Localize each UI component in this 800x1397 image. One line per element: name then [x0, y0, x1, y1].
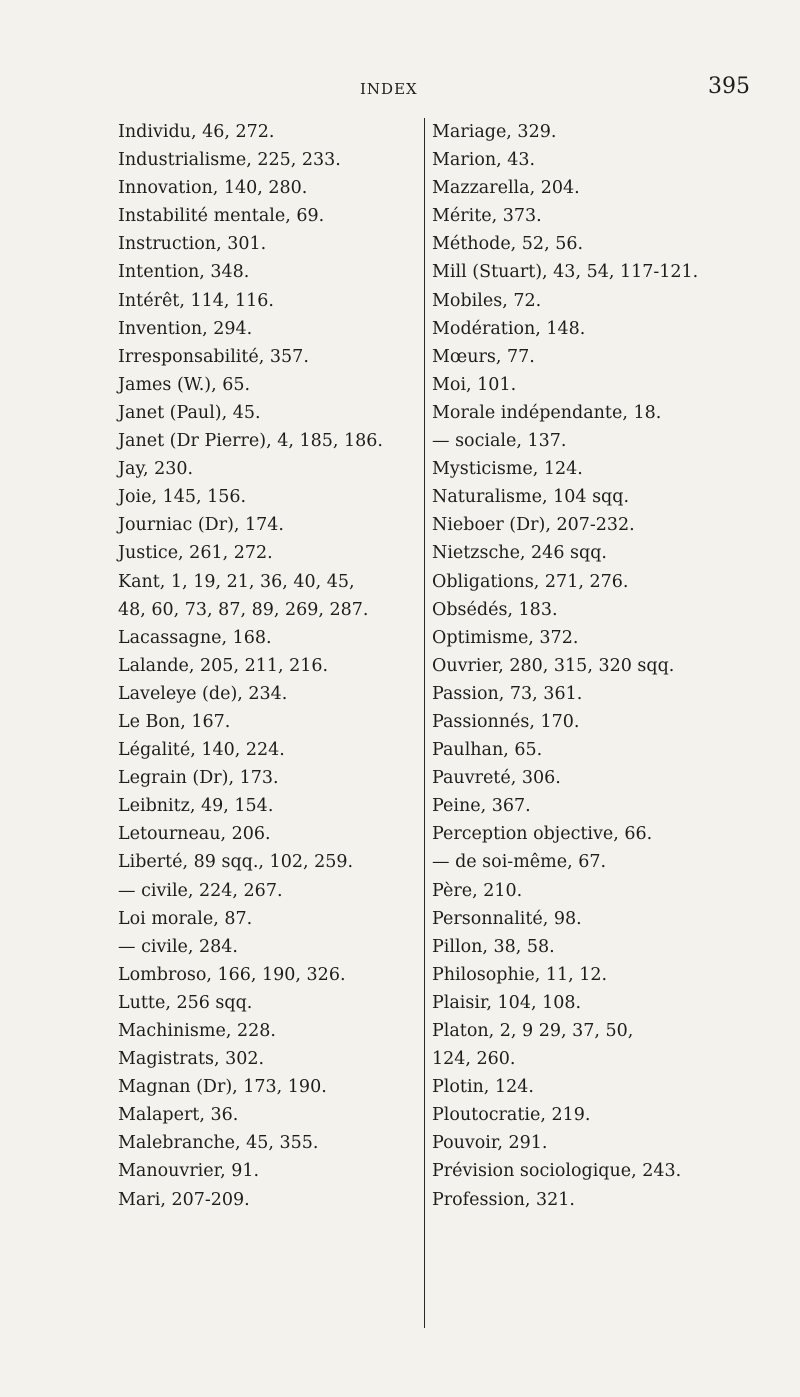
index-entry: Mazzarella, 204.	[432, 178, 580, 199]
index-column-left	[118, 118, 418, 1214]
index-entry: Plaisir, 104, 108.	[432, 992, 582, 1013]
index-entry: Manouvrier, 91.	[118, 1161, 260, 1182]
index-entry: Intérêt, 114, 116.	[118, 290, 274, 311]
index-entry: Moi, 101.	[432, 374, 517, 395]
index-entry: Lutte, 256 sqq.	[118, 992, 253, 1013]
index-entry: Platon, 2, 9 29, 37, 50,	[432, 1021, 634, 1041]
running-title: INDEX	[360, 80, 418, 98]
index-entry: Pillon, 38, 58.	[432, 936, 555, 957]
index-entry: Ouvrier, 280, 315, 320 sqq.	[432, 655, 675, 676]
index-entry: Marion, 43.	[432, 150, 536, 171]
index-entry: Lombroso, 166, 190, 326.	[118, 964, 346, 985]
index-entry: Légalité, 140, 224.	[118, 740, 285, 761]
index-entry: Legrain (Dr), 173.	[118, 768, 279, 789]
index-entry: Joie, 145, 156.	[118, 487, 247, 508]
index-entry: Paulhan, 65.	[432, 740, 543, 761]
index-entry: Irresponsabilité, 357.	[118, 346, 309, 367]
index-entry: Justice, 261, 272.	[118, 543, 273, 564]
index-entry: Instruction, 301.	[118, 234, 267, 255]
index-entry: Personnalité, 98.	[432, 908, 582, 929]
index-entry: Malapert, 36.	[118, 1105, 239, 1126]
index-entry: Mariage, 329.	[432, 122, 557, 142]
index-entry: Loi morale, 87.	[118, 908, 253, 929]
index-entry: Passion, 73, 361.	[432, 683, 583, 704]
index-subentry: — sociale, 137.	[432, 431, 567, 452]
index-entry: Instabilité mentale, 69.	[118, 206, 325, 227]
page-number: 395	[708, 74, 750, 99]
index-entry: Innovation, 140, 280.	[118, 178, 308, 199]
index-entry: Leibnitz, 49, 154.	[118, 796, 274, 817]
index-entry: Obligations, 271, 276.	[432, 571, 629, 592]
index-entry: Plotin, 124.	[432, 1077, 534, 1098]
index-subentry: — civile, 224, 267.	[118, 880, 283, 901]
index-entry: Malebranche, 45, 355.	[118, 1133, 319, 1154]
index-entry: Perception objective, 66.	[432, 824, 653, 845]
index-entry: Passionnés, 170.	[432, 711, 580, 732]
index-entry-continuation: 48, 60, 73, 87, 89, 269, 287.	[118, 599, 369, 620]
index-entry: Lalande, 205, 211, 216.	[118, 655, 329, 676]
index-entry: Pouvoir, 291.	[432, 1133, 548, 1154]
index-entry: Le Bon, 167.	[118, 711, 231, 732]
running-head	[0, 74, 800, 114]
index-entry: Machinisme, 228.	[118, 1021, 276, 1041]
index-entry: Peine, 367.	[432, 796, 531, 817]
index-entry: Intention, 348.	[118, 262, 250, 283]
index-entry: Mœurs, 77.	[432, 346, 535, 367]
index-entry: Janet (Paul), 45.	[118, 402, 261, 423]
index-entry: Pauvreté, 306.	[432, 768, 561, 789]
index-entry: Mobiles, 72.	[432, 290, 542, 311]
index-entry: Obsédés, 183.	[432, 599, 558, 620]
index-entry: Laveleye (de), 234.	[118, 683, 288, 704]
index-entry: Letourneau, 206.	[118, 824, 271, 845]
index-entry: Naturalisme, 104 sqq.	[432, 487, 630, 508]
index-entry: Nietzsche, 246 sqq.	[432, 543, 607, 564]
index-column-right	[432, 118, 792, 1214]
index-subentry: — de soi-même, 67.	[432, 852, 607, 873]
column-divider	[424, 118, 425, 1328]
index-entry: Invention, 294.	[118, 318, 253, 339]
index-entry: Prévision sociologique, 243.	[432, 1161, 682, 1182]
index-entry: Optimisme, 372.	[432, 627, 579, 648]
index-entry: Mysticisme, 124.	[432, 459, 583, 480]
index-entry: Ploutocratie, 219.	[432, 1105, 591, 1126]
index-entry: Janet (Dr Pierre), 4, 185, 186.	[118, 431, 383, 452]
index-entry: Kant, 1, 19, 21, 36, 40, 45,	[118, 571, 355, 592]
index-entry: Mari, 207-209.	[118, 1189, 250, 1210]
index-entry: Magnan (Dr), 173, 190.	[118, 1077, 327, 1098]
index-entry: Père, 210.	[432, 880, 523, 901]
index-entry: Jay, 230.	[118, 459, 194, 480]
index-entry: Philosophie, 11, 12.	[432, 964, 608, 985]
index-entry: Mill (Stuart), 43, 54, 117-121.	[432, 262, 699, 283]
index-entry: Méthode, 52, 56.	[432, 234, 584, 255]
index-entry: Nieboer (Dr), 207-232.	[432, 515, 635, 536]
index-entry: Morale indépendante, 18.	[432, 402, 662, 423]
index-entry: Mérite, 373.	[432, 206, 542, 227]
index-entry-continuation: 124, 260.	[432, 1049, 516, 1070]
index-entry: Individu, 46, 272.	[118, 122, 275, 142]
index-entry: Journiac (Dr), 174.	[118, 515, 284, 536]
index-entry: James (W.), 65.	[118, 374, 251, 395]
index-entry: Modération, 148.	[432, 318, 586, 339]
index-entry: Liberté, 89 sqq., 102, 259.	[118, 852, 354, 873]
index-entry: Profession, 321.	[432, 1189, 575, 1210]
index-entry: Industrialisme, 225, 233.	[118, 150, 341, 171]
index-entry: Lacassagne, 168.	[118, 627, 272, 648]
index-subentry: — civile, 284.	[118, 936, 238, 957]
index-entry: Magistrats, 302.	[118, 1049, 265, 1070]
